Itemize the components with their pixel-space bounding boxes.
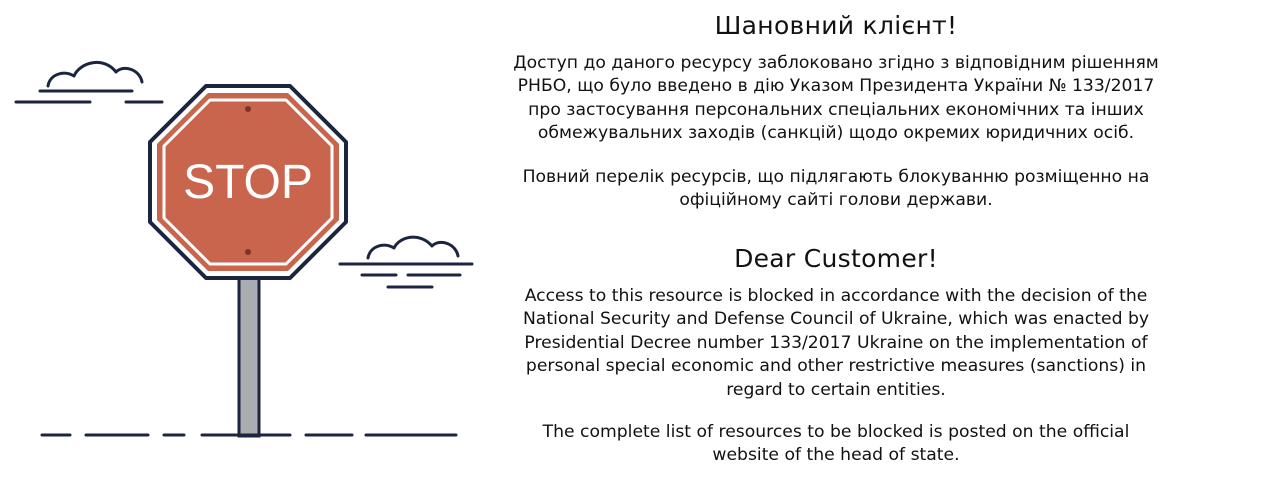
stop-sign-illustration bbox=[0, 0, 490, 500]
english-title: Dear Customer! bbox=[734, 244, 938, 273]
english-paragraph-1: Access to this resource is blocked in accordance with the decision of the National Security and Defense Council of Ukraine, which was enacted by Presidential Decree number 133/2017 Ukraine on the implementation of personal special economic and other restrictive measures (sanctions) in regard to certain entities. bbox=[522, 286, 1150, 400]
stop-sign bbox=[150, 86, 346, 278]
stop-sign-text: STOP bbox=[183, 156, 313, 209]
sign-bolt-bottom bbox=[245, 249, 251, 255]
block-notice bbox=[470, 0, 1202, 500]
ukrainian-paragraph-2: Повний перелік ресурсів, що підлягають блокуванню розміщенно на офіційному сайті голови держави. bbox=[522, 167, 1150, 211]
ukrainian-title: Шановний клієнт! bbox=[714, 11, 958, 40]
sign-pole bbox=[239, 270, 259, 436]
cloud-right-icon bbox=[340, 237, 472, 287]
ukrainian-paragraph-1: Доступ до даного ресурсу заблоковано згідно з відповідним рішенням РНБО, що було введено в дію Указом Президента України № 133/2017 про застосування персональних спеціальних економічних та інших обмежувальних заходів (санкцій) щодо окремих юридичних осіб. bbox=[513, 53, 1159, 144]
cloud-left-icon bbox=[16, 62, 162, 102]
sign-bolt-top bbox=[245, 106, 251, 112]
english-paragraph-2: The complete list of resources to be blocked is posted on the official website of the head of state. bbox=[542, 422, 1130, 466]
